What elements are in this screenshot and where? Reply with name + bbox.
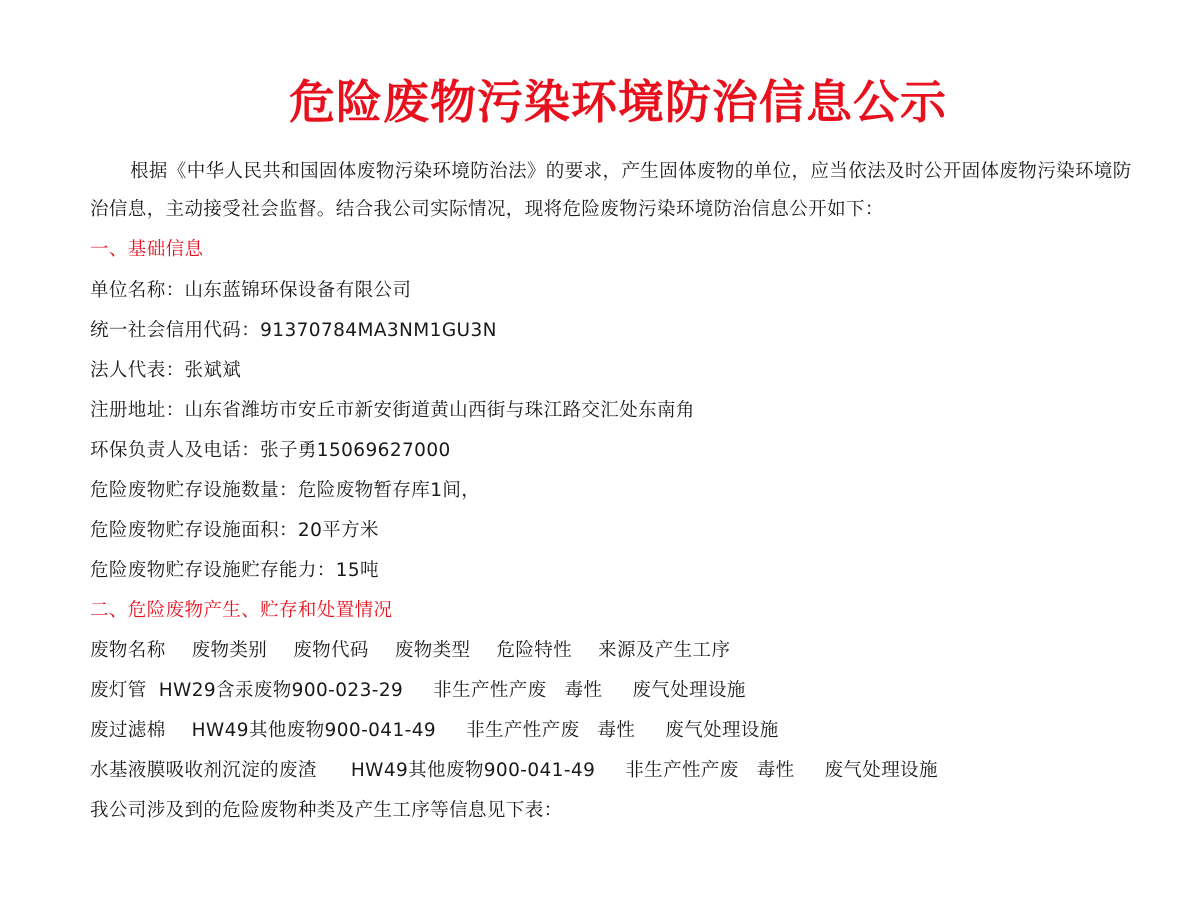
header-cell-type: 废物类型 (394, 640, 471, 661)
waste-name: 废过滤棉 (90, 720, 166, 741)
header-cell-hazard: 危险特性 (496, 640, 573, 661)
header-cell-name: 废物名称 (90, 640, 166, 661)
waste-category-code: HW49其他废物900-041-49 (191, 720, 437, 741)
info-credit-code: 统一社会信用代码：91370784MA3NM1GU3N (90, 320, 497, 341)
header-cell-source: 来源及产生工序 (598, 640, 731, 661)
header-cell-code: 废物代码 (293, 640, 369, 661)
waste-row (90, 719, 779, 743)
waste-row (90, 679, 746, 703)
waste-name: 水基液膜吸收剂沉淀的废渣 (90, 760, 317, 781)
info-legal-representative: 法人代表：张斌斌 (90, 360, 242, 381)
waste-category-code: HW29含汞废物900-023-29 (158, 680, 404, 701)
info-storage-area: 危险废物贮存设施面积：20平方米 (90, 520, 379, 541)
waste-header-row (90, 639, 730, 663)
waste-name: 废灯管 (90, 680, 147, 701)
waste-row (90, 759, 938, 783)
waste-category-code: HW49其他废物900-041-49 (350, 760, 596, 781)
section-heading-basic-info: 一、基础信息 (90, 239, 204, 260)
info-registered-address: 注册地址：山东省潍坊市安丘市新安街道黄山西街与珠江路交汇处东南角 (90, 400, 695, 421)
waste-hazard: 毒性 (597, 720, 636, 741)
waste-type: 非生产性产废 (625, 760, 739, 781)
waste-source: 废气处理设施 (632, 680, 746, 701)
info-company-name: 单位名称：山东蓝锦环保设备有限公司 (90, 280, 412, 301)
waste-type: 非生产性产废 (466, 720, 580, 741)
section-heading-waste-status: 二、危险废物产生、贮存和处置情况 (90, 600, 393, 621)
waste-source: 废气处理设施 (665, 720, 779, 741)
header-cell-category: 废物类别 (191, 640, 268, 661)
intro-paragraph: 根据《中华人民共和国固体废物污染环境防治法》的要求，产生固体废物的单位，应当依法及时公开固体废物污染环境防治信息，主动接受社会监督。结合我公司实际情况，现将危险废物污染环境防治信息公开如下： (90, 161, 1132, 220)
waste-hazard: 毒性 (564, 680, 603, 701)
waste-type: 非生产性产废 (433, 680, 547, 701)
info-storage-count: 危险废物贮存设施数量：危险废物暂存库1间， (90, 480, 481, 501)
page-title: 危险废物污染环境防治信息公示 (289, 75, 947, 129)
waste-source: 废气处理设施 (824, 760, 938, 781)
table-reference-note: 我公司涉及到的危险废物种类及产生工序等信息见下表： (90, 800, 563, 821)
waste-hazard: 毒性 (756, 760, 795, 781)
info-env-contact: 环保负责人及电话：张子勇15069627000 (90, 440, 451, 461)
info-storage-capacity: 危险废物贮存设施贮存能力：15吨 (90, 560, 379, 581)
